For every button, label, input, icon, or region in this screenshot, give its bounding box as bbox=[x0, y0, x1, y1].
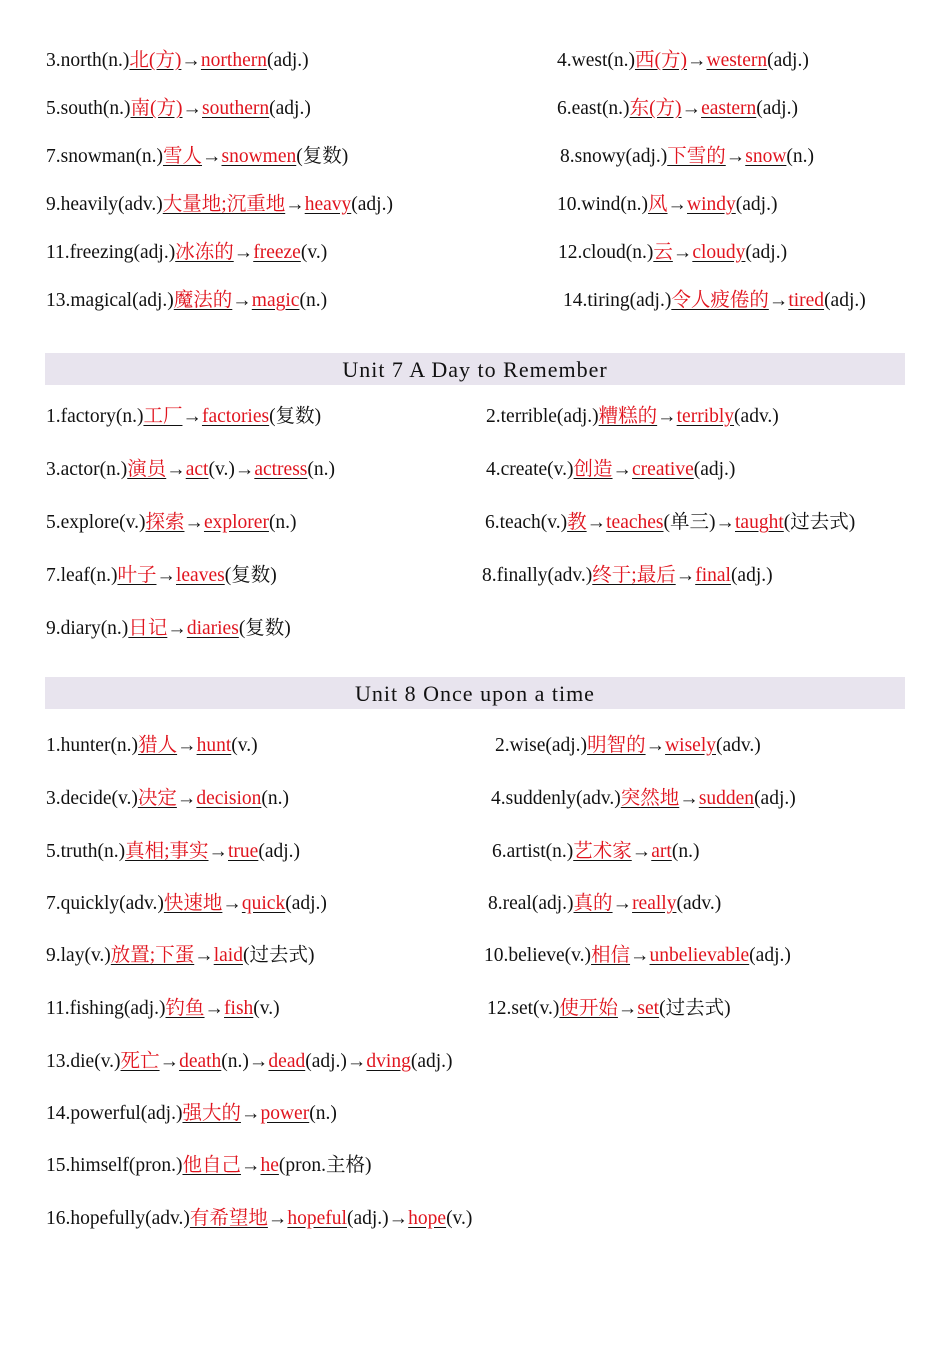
answer-form: hopeful bbox=[287, 1208, 347, 1229]
answer-form: sudden bbox=[698, 788, 755, 809]
item-word: 8.finally(adv.) bbox=[482, 565, 593, 586]
arrow: → bbox=[617, 998, 638, 1019]
answer-form: eastern bbox=[701, 98, 757, 119]
pos-tag-3: (adj.) bbox=[410, 1051, 453, 1072]
item-word: 16.hopefully(adv.) bbox=[46, 1208, 190, 1229]
arrow: → bbox=[182, 98, 202, 119]
answer-cn: 他自己 bbox=[182, 1155, 241, 1176]
arrow: → bbox=[202, 146, 222, 167]
answer-form: tired bbox=[788, 290, 825, 311]
pos-tag-2: (过去式) bbox=[783, 512, 856, 533]
answer-cn: 冰冻的 bbox=[175, 242, 234, 263]
arrow: → bbox=[204, 998, 225, 1019]
pos-tag: (n.)→ bbox=[221, 1051, 269, 1072]
item-word: 10.believe(v.) bbox=[484, 945, 592, 966]
answer-form: set bbox=[637, 998, 660, 1019]
pos-tag: (v.) bbox=[253, 998, 280, 1019]
vocab-item bbox=[563, 288, 866, 314]
answer-form: act bbox=[185, 459, 209, 480]
item-word: 6.artist(n.) bbox=[492, 841, 574, 862]
answer-cn: 教 bbox=[567, 512, 587, 533]
pos-tag-2: (adj.)→ bbox=[305, 1051, 367, 1072]
pos-tag: (adj.)→ bbox=[346, 1208, 409, 1229]
answer-cn: 云 bbox=[653, 242, 673, 263]
vocab-item bbox=[557, 48, 809, 74]
pos-tag: (adv.) bbox=[734, 406, 779, 427]
vocab-item bbox=[560, 144, 814, 170]
answer-cn: 使开始 bbox=[559, 998, 618, 1019]
arrow: → bbox=[657, 406, 677, 427]
item-word: 1.hunter(n.) bbox=[46, 735, 139, 756]
unit-7-heading: Unit 7 A Day to Remember bbox=[45, 353, 905, 385]
pos-tag: (adj.) bbox=[351, 194, 393, 215]
answer-form: northern bbox=[200, 50, 267, 71]
item-word: 2.terrible(adj.) bbox=[486, 406, 599, 427]
vocab-item bbox=[484, 943, 791, 969]
vocab-item bbox=[46, 288, 327, 314]
answer-form: heavy bbox=[304, 194, 352, 215]
answer-form-3: dving bbox=[366, 1051, 411, 1072]
pos-tag: (过去式) bbox=[242, 945, 315, 966]
answer-form: freeze bbox=[253, 242, 301, 263]
arrow: → bbox=[233, 242, 254, 263]
arrow: → bbox=[681, 98, 702, 119]
answer-cn: 大量地;沉重地 bbox=[162, 194, 286, 215]
answer-form-2: actress bbox=[254, 459, 308, 480]
answer-cn: 相信 bbox=[591, 945, 631, 966]
answer-cn: 终于;最后 bbox=[592, 565, 676, 586]
vocab-item bbox=[557, 96, 798, 122]
answer-cn: 死亡 bbox=[120, 1051, 160, 1072]
pos-tag: (复数) bbox=[296, 146, 349, 167]
answer-form: unbelievable bbox=[649, 945, 750, 966]
vocab-item bbox=[482, 563, 773, 589]
item-word: 10.wind(n.) bbox=[557, 194, 648, 215]
pos-tag: (n.) bbox=[786, 146, 815, 167]
vocab-item bbox=[46, 891, 327, 917]
answer-cn: 北(方) bbox=[129, 50, 182, 71]
pos-tag: (单三)→ bbox=[663, 512, 736, 533]
item-word: 3.north(n.) bbox=[46, 50, 130, 71]
item-word: 7.snowman(n.) bbox=[46, 146, 163, 167]
pos-tag: (v.) bbox=[300, 242, 328, 263]
item-word: 11.fishing(adj.) bbox=[46, 998, 166, 1019]
item-word: 13.die(v.) bbox=[46, 1051, 121, 1072]
pos-tag: (adj.) bbox=[266, 50, 309, 71]
pos-tag: (adv.) bbox=[676, 893, 722, 914]
vocab-item bbox=[487, 996, 731, 1022]
answer-form: magic bbox=[251, 290, 300, 311]
answer-cn: 有希望地 bbox=[189, 1208, 268, 1229]
answer-form: laid bbox=[213, 945, 243, 966]
answer-form: southern bbox=[202, 98, 270, 119]
answer-cn: 决定 bbox=[137, 788, 177, 809]
arrow: → bbox=[194, 945, 214, 966]
pos-tag: (过去式) bbox=[659, 998, 731, 1019]
arrow: → bbox=[645, 735, 666, 756]
answer-cn: 快速地 bbox=[163, 893, 223, 914]
arrow: → bbox=[177, 735, 197, 756]
vocab-item bbox=[46, 733, 258, 759]
item-word: 9.lay(v.) bbox=[46, 945, 111, 966]
item-word: 7.leaf(n.) bbox=[46, 565, 118, 586]
answer-form: fish bbox=[224, 998, 254, 1019]
pos-tag: (adj.) bbox=[756, 98, 798, 119]
item-word: 4.west(n.) bbox=[557, 50, 635, 71]
pos-tag-2: (n.) bbox=[307, 459, 336, 480]
answer-form: wisely bbox=[665, 735, 716, 756]
answer-form: windy bbox=[687, 194, 736, 215]
answer-cn: 真的 bbox=[573, 893, 613, 914]
answer-form: hunt bbox=[196, 735, 232, 756]
item-word: 8.real(adj.) bbox=[488, 893, 574, 914]
vocab-item bbox=[46, 404, 321, 430]
answer-cn: 探索 bbox=[145, 512, 185, 533]
pos-tag: (adj.) bbox=[767, 50, 809, 71]
vocab-item bbox=[557, 192, 777, 218]
vocab-item bbox=[486, 404, 779, 430]
arrow: → bbox=[156, 565, 176, 586]
pos-tag: (adj.) bbox=[693, 459, 736, 480]
pos-tag: (v.) bbox=[231, 735, 258, 756]
answer-cn: 突然地 bbox=[620, 788, 680, 809]
arrow: → bbox=[285, 194, 305, 215]
answer-cn: 西(方) bbox=[634, 50, 687, 71]
answer-form: explorer bbox=[203, 512, 269, 533]
arrow: → bbox=[159, 1051, 180, 1072]
vocab-item bbox=[46, 839, 300, 865]
arrow: → bbox=[612, 459, 633, 480]
pos-tag: (adj.) bbox=[258, 841, 301, 862]
vocab-item bbox=[46, 192, 393, 218]
arrow: → bbox=[241, 1155, 261, 1176]
vocab-item bbox=[488, 891, 721, 917]
vocab-item bbox=[46, 563, 277, 589]
answer-form: power bbox=[260, 1103, 310, 1124]
item-word: 9.heavily(adv.) bbox=[46, 194, 163, 215]
answer-form: teaches bbox=[606, 512, 664, 533]
pos-tag: (adj.) bbox=[285, 893, 327, 914]
item-word: 14.tiring(adj.) bbox=[563, 290, 672, 311]
item-word: 5.explore(v.) bbox=[46, 512, 146, 533]
answer-form: death bbox=[179, 1051, 222, 1072]
arrow: → bbox=[181, 50, 201, 71]
pos-tag: (复数) bbox=[238, 618, 291, 639]
item-word: 11.freezing(adj.) bbox=[46, 242, 176, 263]
answer-cn: 风 bbox=[648, 194, 668, 215]
arrow: → bbox=[222, 893, 242, 914]
answer-cn: 糟糕的 bbox=[598, 406, 658, 427]
arrow: → bbox=[167, 618, 187, 639]
item-word: 15.himself(pron.) bbox=[46, 1155, 183, 1176]
answer-cn: 钓鱼 bbox=[165, 998, 205, 1019]
arrow: → bbox=[166, 459, 186, 480]
vocab-item bbox=[495, 733, 761, 759]
item-word: 12.cloud(n.) bbox=[558, 242, 654, 263]
vocab-item bbox=[46, 96, 311, 122]
pos-tag: (adj.) bbox=[735, 194, 778, 215]
answer-form: factories bbox=[201, 406, 270, 427]
answer-form: final bbox=[695, 565, 731, 586]
answer-cn: 日记 bbox=[128, 618, 168, 639]
answer-cn: 演员 bbox=[127, 459, 167, 480]
answer-cn: 创造 bbox=[573, 459, 613, 480]
arrow: → bbox=[208, 841, 228, 862]
arrow: → bbox=[240, 1103, 261, 1124]
pos-tag: (n.) bbox=[261, 788, 289, 809]
answer-cn: 南(方) bbox=[130, 98, 183, 119]
arrow: → bbox=[184, 512, 204, 533]
item-word: 1.factory(n.) bbox=[46, 406, 144, 427]
answer-form: creative bbox=[632, 459, 694, 480]
item-word: 2.wise(adj.) bbox=[495, 735, 588, 756]
vocab-item bbox=[485, 510, 855, 536]
arrow: → bbox=[686, 50, 707, 71]
vocab-item bbox=[46, 144, 348, 170]
vocab-item bbox=[46, 616, 291, 642]
answer-form: diaries bbox=[186, 618, 239, 639]
answer-cn: 雪人 bbox=[162, 146, 202, 167]
answer-form: art bbox=[651, 841, 672, 862]
item-word: 8.snowy(adj.) bbox=[560, 146, 668, 167]
vocab-item bbox=[46, 510, 297, 536]
item-word: 5.truth(n.) bbox=[46, 841, 126, 862]
item-word: 4.create(v.) bbox=[486, 459, 574, 480]
item-word: 6.teach(v.) bbox=[485, 512, 568, 533]
pos-tag: (复数) bbox=[224, 565, 277, 586]
vocab-item bbox=[46, 996, 280, 1022]
answer-form: western bbox=[706, 50, 768, 71]
arrow: → bbox=[672, 242, 693, 263]
answer-cn: 明智的 bbox=[587, 735, 646, 756]
pos-tag: (adj.) bbox=[269, 98, 311, 119]
item-word: 3.decide(v.) bbox=[46, 788, 138, 809]
answer-form: snowmen bbox=[221, 146, 297, 167]
answer-form: really bbox=[632, 893, 677, 914]
answer-form-2: hope bbox=[408, 1208, 447, 1229]
pos-tag: (n.) bbox=[309, 1103, 337, 1124]
item-word: 6.east(n.) bbox=[557, 98, 630, 119]
arrow: → bbox=[182, 406, 202, 427]
answer-form-2: taught bbox=[735, 512, 784, 533]
arrow: → bbox=[176, 788, 197, 809]
arrow: → bbox=[631, 841, 652, 862]
vocab-item bbox=[46, 1206, 472, 1232]
unit-8-heading: Unit 8 Once upon a time bbox=[45, 677, 905, 709]
answer-form: true bbox=[228, 841, 259, 862]
vocab-item bbox=[492, 839, 699, 865]
vocab-item bbox=[46, 48, 309, 74]
answer-cn: 下雪的 bbox=[667, 146, 726, 167]
item-word: 13.magical(adj.) bbox=[46, 290, 174, 311]
answer-cn: 叶子 bbox=[117, 565, 157, 586]
answer-form: cloudy bbox=[692, 242, 746, 263]
arrow: → bbox=[768, 290, 789, 311]
arrow: → bbox=[267, 1208, 288, 1229]
item-word: 4.suddenly(adv.) bbox=[491, 788, 621, 809]
vocab-item bbox=[46, 1049, 453, 1075]
answer-cn: 强大的 bbox=[182, 1103, 241, 1124]
item-word: 14.powerful(adj.) bbox=[46, 1103, 183, 1124]
answer-form: snow bbox=[745, 146, 787, 167]
arrow: → bbox=[667, 194, 688, 215]
vocab-item bbox=[46, 943, 314, 969]
arrow: → bbox=[586, 512, 607, 533]
answer-form: he bbox=[260, 1155, 279, 1176]
pos-tag: (复数) bbox=[269, 406, 322, 427]
item-word: 12.set(v.) bbox=[487, 998, 560, 1019]
answer-cn: 真相;事实 bbox=[125, 841, 209, 862]
answer-cn: 魔法的 bbox=[173, 290, 233, 311]
arrow: → bbox=[630, 945, 650, 966]
pos-tag: (v.)→ bbox=[208, 459, 255, 480]
pos-tag: (adj.) bbox=[824, 290, 866, 311]
pos-tag: (pron.主格) bbox=[278, 1155, 372, 1176]
answer-cn: 猎人 bbox=[138, 735, 178, 756]
vocab-item bbox=[46, 1153, 372, 1179]
arrow: → bbox=[612, 893, 633, 914]
answer-form: terribly bbox=[676, 406, 735, 427]
item-word: 9.diary(n.) bbox=[46, 618, 129, 639]
arrow: → bbox=[679, 788, 699, 809]
pos-tag: (adj.) bbox=[730, 565, 773, 586]
answer-form: leaves bbox=[175, 565, 225, 586]
answer-cn: 放置;下蛋 bbox=[110, 945, 195, 966]
pos-tag: (adj.) bbox=[749, 945, 791, 966]
arrow: → bbox=[725, 146, 746, 167]
pos-tag: (adv.) bbox=[716, 735, 761, 756]
vocab-item bbox=[46, 1101, 337, 1127]
answer-form-2: dead bbox=[268, 1051, 306, 1072]
pos-tag: (n.) bbox=[671, 841, 700, 862]
pos-tag-2: (v.) bbox=[446, 1208, 473, 1229]
vocab-item bbox=[558, 240, 787, 266]
pos-tag: (adj.) bbox=[745, 242, 788, 263]
arrow: → bbox=[232, 290, 252, 311]
vocab-item bbox=[486, 457, 735, 483]
answer-cn: 东(方) bbox=[629, 98, 682, 119]
item-word: 3.actor(n.) bbox=[46, 459, 128, 480]
pos-tag: (adj.) bbox=[754, 788, 796, 809]
item-word: 5.south(n.) bbox=[46, 98, 131, 119]
pos-tag: (n.) bbox=[299, 290, 328, 311]
answer-cn: 令人疲倦的 bbox=[671, 290, 769, 311]
answer-form: decision bbox=[196, 788, 262, 809]
pos-tag: (n.) bbox=[268, 512, 297, 533]
arrow: → bbox=[675, 565, 696, 586]
vocab-item bbox=[46, 457, 335, 483]
vocab-item bbox=[46, 240, 327, 266]
answer-cn: 艺术家 bbox=[573, 841, 632, 862]
answer-cn: 工厂 bbox=[143, 406, 183, 427]
answer-form: quick bbox=[241, 893, 286, 914]
vocab-item bbox=[491, 786, 796, 812]
vocab-item bbox=[46, 786, 289, 812]
item-word: 7.quickly(adv.) bbox=[46, 893, 164, 914]
